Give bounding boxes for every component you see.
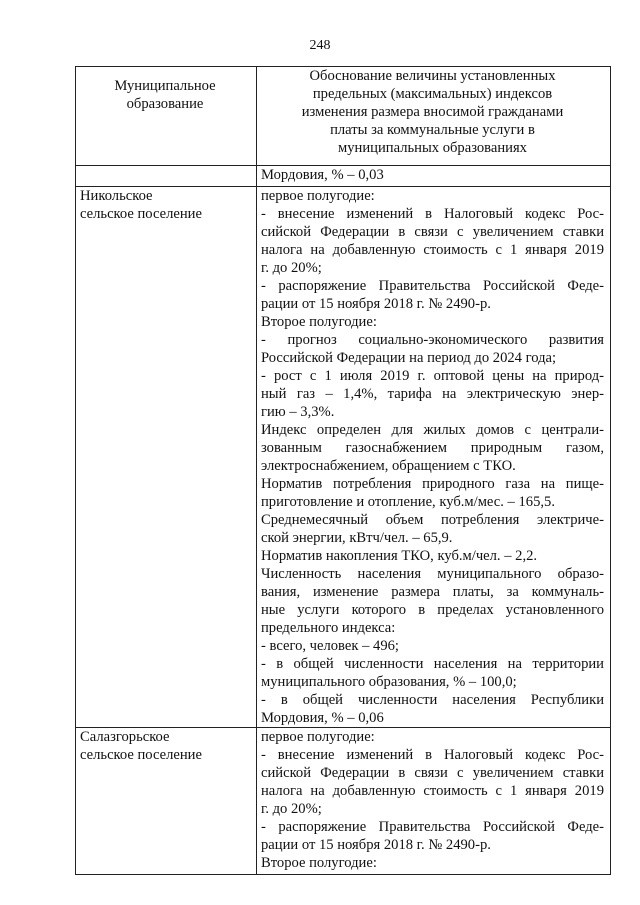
text-line: г. до 20%; [261,260,322,276]
text-line: муниципального образования, % – 100,0; [261,674,517,690]
header-justification-line: изменения размера вносимой гражданами [301,104,564,120]
justification-cell [257,187,611,728]
text-line: - распоряжение Правительства Российской Феде- [261,819,604,835]
continuation-row [76,166,611,187]
text-line: ные услуги которого в пределах установленного [261,602,604,618]
text-line: - внесение изменений в Налоговый кодекс Рос- [261,206,604,222]
header-justification-line: муниципальных образованиях [338,140,527,156]
header-justification-line: Обоснование величины установленных [309,68,556,84]
header-municipality-line: Муниципальное [114,78,216,94]
text-line: предельного индекса: [261,620,396,636]
text-line: приготовление и отопление, куб.м/мес. – 165,5. [261,494,555,510]
text-line: налога на добавленную стоимость с 1 января 2019 [261,242,604,258]
header-municipality [76,67,257,166]
header-justification-line: предельных (максимальных) индексов [312,86,553,102]
text-line: ный газ – 1,4%, тарифа на электрическую энер- [261,386,604,402]
text-line: Норматив накопления ТКО, куб.м/чел. – 2,2. [261,548,538,564]
text-line: - распоряжение Правительства Российской Феде- [261,278,604,294]
text-line: - внесение изменений в Налоговый кодекс Рос- [261,747,604,763]
text-line: сийской Федерации в связи с увеличением ставки [261,765,604,781]
text-line: Второе полугодие: [261,855,377,871]
table-row [76,728,611,875]
municipality-name: Салазгорьское сельское поселение [76,728,257,875]
continuation-empty-cell [76,166,257,187]
text-line: - прогноз социально-экономического развития [261,332,604,348]
text-line: вания, изменение размера платы, за коммуналь- [261,584,604,600]
text-line: рации от 15 ноября 2018 г. № 2490-р. [261,837,491,853]
text-line: ской энергии, кВтч/чел. – 65,9. [261,530,453,546]
text-line: Мордовия, % – 0,06 [261,710,384,726]
text-line: первое полугодие: [261,188,375,204]
text-line: Российской Федерации на период до 2024 года; [261,350,557,366]
table-row [76,187,611,728]
text-line: - рост с 1 июля 2019 г. оптовой цены на природ- [261,368,604,384]
header-justification [257,67,611,166]
text-line: налога на добавленную стоимость с 1 января 2019 [261,783,604,799]
text-line: сийской Федерации в связи с увеличением ставки [261,224,604,240]
continuation-text: Мордовия, % – 0,03 [257,166,611,187]
text-line: рации от 15 ноября 2018 г. № 2490-р. [261,296,491,312]
text-line: зованным газоснабжением природным газом, [261,440,604,456]
page-number: 248 [309,38,331,53]
text-line: Второе полугодие: [261,314,377,330]
text-line: Среднемесячный объем потребления электриче- [261,512,604,528]
text-line: Численность населения муниципального образо- [261,566,604,582]
text-line: - в общей численности населения Республики [261,692,604,708]
header-municipality-line: образование [126,96,204,112]
justification-cell [257,728,611,875]
table-header-row [76,67,611,166]
text-line: электроснабжением, обращением с ТКО. [261,458,516,474]
text-line: г. до 20%; [261,801,322,817]
indices-table [75,66,611,875]
text-line: первое полугодие: [261,729,375,745]
municipality-name: Никольское сельское поселение [76,187,257,728]
text-line: гию – 3,3%. [261,404,335,420]
text-line: Индекс определен для жилых домов с централи- [261,422,604,438]
text-line: - в общей численности населения на территории [261,656,604,672]
header-justification-line: платы за коммунальные услуги в [330,122,535,138]
text-line: - всего, человек – 496; [261,638,399,654]
text-line: Норматив потребления природного газа на пище- [261,476,604,492]
